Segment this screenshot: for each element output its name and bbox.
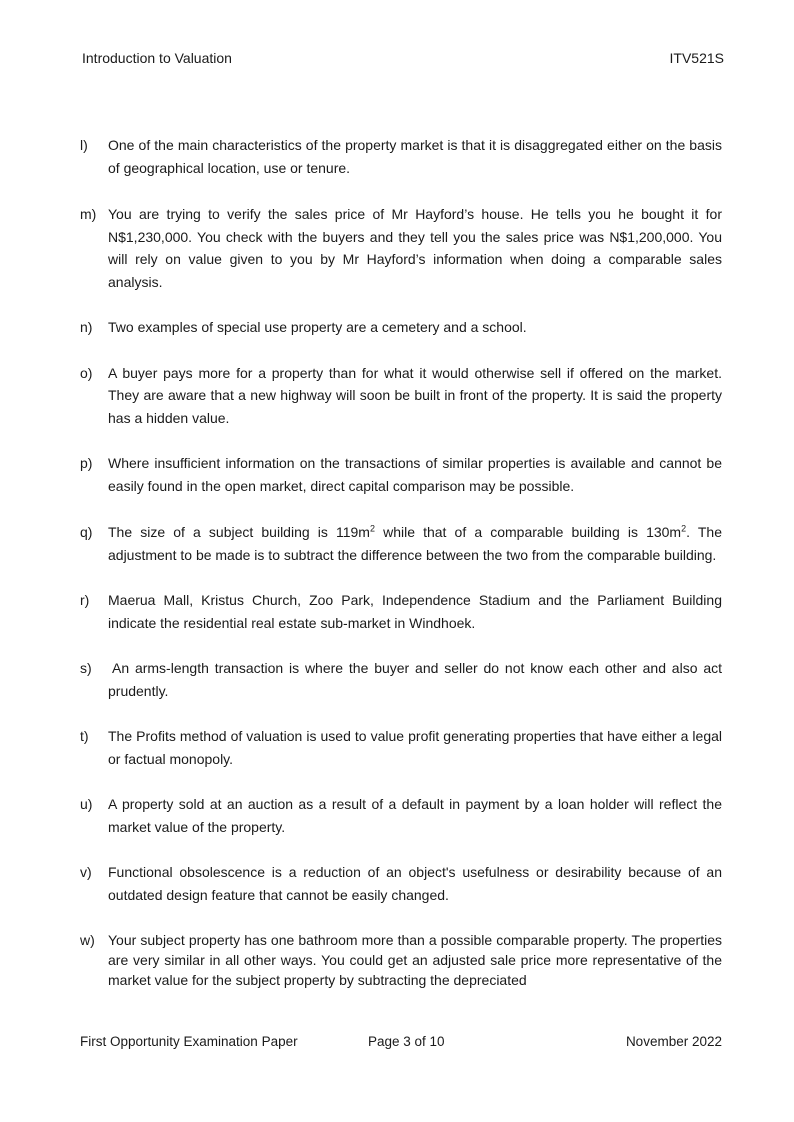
item-text: An arms-length transaction is where the buyer and seller do not know each other and also act prudently. [108, 660, 722, 699]
item-text: A buyer pays more for a property than for what it would otherwise sell if offered on the market. They are aware that a new highway will soon be built in front of the property. It is said the property has a hidden value. [108, 364, 722, 426]
item-marker: r) [80, 592, 90, 608]
page-header [82, 50, 724, 66]
item-text: Two examples of special use property are a cemetery and a school. [108, 319, 527, 335]
question-list [80, 134, 722, 990]
list-item-l [80, 134, 722, 179]
item-text: Where insufficient information on the transactions of similar properties is available and cannot be easily found in the open market, direct capital comparison may be possible. [108, 455, 722, 494]
item-marker: o) [80, 364, 93, 381]
item-text: The size of a subject building is $119m^2$ while that of a comparable building is $130m^2$. The adjustment to be made is to subtract the difference between the two from the comparable building. [108, 523, 722, 563]
item-text: You are trying to verify the sales price of Mr Hayford’s house. He tells you he bought it for N$1,230,000. You check with the buyers and they tell you the sales price was N$1,200,000. You will rely on value given to you by Mr Hayford’s information when doing a comparable sales analysis. [108, 206, 722, 290]
superscript-2: 2 [681, 523, 687, 534]
list-item-n [80, 316, 722, 339]
list-item-s [80, 657, 722, 702]
item-marker: v) [80, 864, 92, 880]
item-marker: n) [80, 319, 93, 335]
item-text: One of the main characteristics of the property market is that it is disaggregated either on the basis of geographical location, use or tenure. [108, 137, 722, 176]
exam-type: First Opportunity Examination Paper [80, 1034, 298, 1049]
list-item-v [80, 861, 722, 906]
list-item-p [80, 452, 722, 497]
item-text: The Profits method of valuation is used to value profit generating properties that have either a legal or factual monopoly. [108, 728, 722, 767]
exam-date: November 2022 [625, 1034, 722, 1049]
page-footer [80, 1034, 722, 1054]
page-number: Page 3 of 10 [368, 1034, 445, 1049]
item-marker: t) [80, 728, 89, 744]
item-marker: p) [80, 455, 93, 471]
item-marker: l) [80, 137, 88, 153]
item-marker: m) [80, 206, 97, 222]
item-marker: u) [80, 796, 93, 812]
list-item-m [80, 203, 722, 293]
item-marker: s) [80, 660, 92, 676]
course-code: ITV521S [669, 50, 724, 66]
item-text: A property sold at an auction as a result of a default in payment by a loan holder will reflect the market value of the property. [108, 796, 722, 835]
list-item-q [80, 521, 722, 566]
list-item-u [80, 793, 722, 838]
item-text: Maerua Mall, Kristus Church, Zoo Park, Independence Stadium and the Parliament Building indicate the residential real estate sub-market in Windhoek. [108, 592, 722, 631]
item-marker: w) [80, 932, 95, 948]
list-item-t [80, 725, 722, 770]
list-item-o [80, 362, 722, 430]
item-marker: q) [80, 524, 93, 540]
list-item-r [80, 589, 722, 634]
superscript-2: 2 [369, 523, 375, 534]
item-text: Functional obsolescence is a reduction of an object's usefulness or desirability because of an outdated design feature that cannot be easily changed. [108, 864, 722, 903]
course-title: Introduction to Valuation [82, 50, 232, 66]
list-item-w [80, 929, 722, 990]
item-text: Your subject property has one bathroom more than a possible comparable property. The properties are very similar in all other ways. You could get an adjusted sale price more representative of the market value for the subject property by subtracting the depreciated [108, 932, 722, 988]
